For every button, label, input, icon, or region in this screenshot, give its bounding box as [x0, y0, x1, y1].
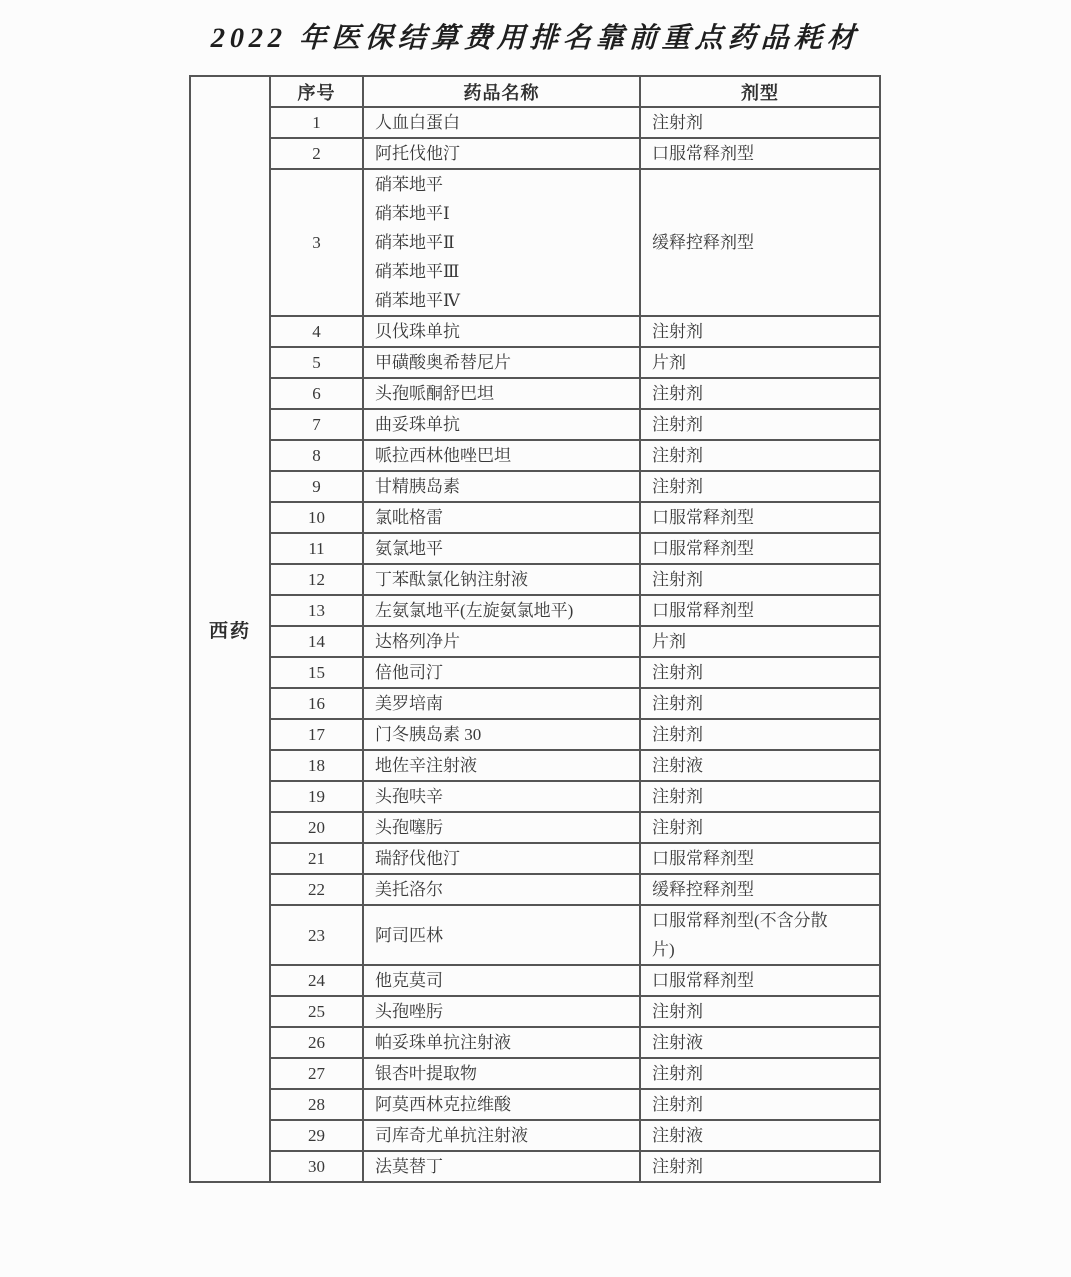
drug-name — [363, 905, 640, 965]
dosage-form-line: 注射剂 — [652, 694, 703, 713]
drug-name-line: 阿莫西林克拉维酸 — [375, 1095, 511, 1114]
drug-name — [363, 1089, 640, 1120]
row-number-line: 17 — [308, 725, 325, 744]
header-dosage-form: 剂型 — [640, 76, 880, 107]
dosage-form — [640, 812, 880, 843]
drug-name — [363, 1151, 640, 1182]
row-number-line: 22 — [308, 880, 325, 899]
drug-name-line: 头孢哌酮舒巴坦 — [375, 384, 494, 403]
row-number-line: 20 — [308, 818, 325, 837]
dosage-form-line: 注射剂 — [652, 384, 703, 403]
drug-name — [363, 626, 640, 657]
row-number — [270, 719, 363, 750]
drug-name — [363, 1058, 640, 1089]
drug-table-container — [189, 75, 881, 1183]
row-number — [270, 502, 363, 533]
drug-name-line: 司库奇尤单抗注射液 — [375, 1126, 528, 1145]
row-number — [270, 1151, 363, 1182]
dosage-form-line: 注射剂 — [652, 570, 703, 589]
row-number — [270, 440, 363, 471]
drug-name — [363, 688, 640, 719]
drug-name — [363, 347, 640, 378]
row-number — [270, 688, 363, 719]
category-label: 西药 — [208, 620, 251, 642]
dosage-form-line: 片剂 — [652, 353, 686, 372]
drug-name-line: 头孢呋辛 — [375, 787, 443, 806]
dosage-form — [640, 781, 880, 812]
table-row — [190, 843, 880, 874]
row-number-line: 19 — [308, 787, 325, 806]
row-number — [270, 1058, 363, 1089]
drug-name — [363, 657, 640, 688]
dosage-form — [640, 1027, 880, 1058]
dosage-form-line: 注射剂 — [652, 477, 703, 496]
row-number-line: 30 — [308, 1157, 325, 1176]
row-number-line: 6 — [312, 384, 321, 403]
drug-name — [363, 138, 640, 169]
header-serial: 序号 — [270, 76, 363, 107]
row-number — [270, 1120, 363, 1151]
row-number — [270, 626, 363, 657]
dosage-form — [640, 595, 880, 626]
page-title: 2022 年医保结算费用排名靠前重点药品耗材 — [210, 23, 861, 54]
dosage-form — [640, 750, 880, 781]
table-row — [190, 996, 880, 1027]
row-number-line: 15 — [308, 663, 325, 682]
drug-name-line: 门冬胰岛素 30 — [375, 725, 482, 744]
dosage-form — [640, 169, 880, 316]
row-number-line: 16 — [308, 694, 325, 713]
dosage-form — [640, 378, 880, 409]
dosage-form — [640, 471, 880, 502]
table-row — [190, 688, 880, 719]
dosage-form-line: 口服常释剂型 — [652, 508, 754, 527]
drug-name-line: 硝苯地平Ⅳ — [375, 291, 460, 310]
dosage-form — [640, 533, 880, 564]
table-row — [190, 347, 880, 378]
row-number — [270, 564, 363, 595]
drug-name-line: 人血白蛋白 — [375, 113, 460, 132]
row-number-line: 11 — [308, 539, 325, 558]
dosage-form — [640, 657, 880, 688]
row-number — [270, 347, 363, 378]
row-number-line: 1 — [312, 113, 321, 132]
drug-name — [363, 595, 640, 626]
drug-name-line: 阿托伐他汀 — [375, 144, 460, 163]
dosage-form-line: 注射剂 — [652, 1064, 703, 1083]
drug-name-line: 美罗培南 — [375, 694, 443, 713]
row-number-line: 14 — [308, 632, 325, 651]
dosage-form-line: 注射剂 — [652, 1095, 703, 1114]
row-number-line: 9 — [312, 477, 321, 496]
dosage-form — [640, 965, 880, 996]
row-number — [270, 750, 363, 781]
row-number — [270, 905, 363, 965]
row-number-line: 27 — [308, 1064, 325, 1083]
dosage-form — [640, 564, 880, 595]
table-row — [190, 657, 880, 688]
drug-name — [363, 440, 640, 471]
row-number-line: 25 — [308, 1002, 325, 1021]
dosage-form — [640, 347, 880, 378]
dosage-form — [640, 440, 880, 471]
drug-name — [363, 378, 640, 409]
dosage-form — [640, 107, 880, 138]
dosage-form-line: 注射剂 — [652, 1157, 703, 1176]
header-drug-name: 药品名称 — [363, 76, 640, 107]
dosage-form-line: 口服常释剂型 — [652, 539, 754, 558]
row-number-line: 13 — [308, 601, 325, 620]
row-number-line: 18 — [308, 756, 325, 775]
row-number — [270, 996, 363, 1027]
dosage-form-line: 缓释控释剂型 — [652, 233, 754, 252]
row-number-line: 29 — [308, 1126, 325, 1145]
drug-name-line: 他克莫司 — [375, 971, 443, 990]
dosage-form-line: 注射剂 — [652, 113, 703, 132]
dosage-form-line: 口服常释剂型 — [652, 144, 754, 163]
row-number — [270, 657, 363, 688]
row-number — [270, 874, 363, 905]
dosage-form — [640, 843, 880, 874]
drug-name-line: 哌拉西林他唑巴坦 — [375, 446, 511, 465]
drug-name — [363, 965, 640, 996]
drug-name — [363, 107, 640, 138]
drug-name — [363, 471, 640, 502]
table-row — [190, 965, 880, 996]
dosage-form — [640, 626, 880, 657]
row-number-line: 4 — [312, 322, 321, 341]
row-number-line: 28 — [308, 1095, 325, 1114]
row-number-line: 7 — [312, 415, 321, 434]
drug-name — [363, 750, 640, 781]
row-number — [270, 1089, 363, 1120]
drug-name-line: 银杏叶提取物 — [375, 1064, 477, 1083]
dosage-form — [640, 502, 880, 533]
row-number — [270, 595, 363, 626]
drug-name-line: 硝苯地平 — [375, 175, 443, 194]
table-row — [190, 502, 880, 533]
drug-name — [363, 564, 640, 595]
drug-table-body — [190, 76, 880, 1182]
table-row — [190, 719, 880, 750]
row-number — [270, 409, 363, 440]
drug-name-line: 头孢唑肟 — [375, 1002, 443, 1021]
table-row — [190, 533, 880, 564]
dosage-form-line: 片剂 — [652, 632, 686, 651]
row-number-line: 12 — [308, 570, 325, 589]
table-row — [190, 378, 880, 409]
drug-name-line: 阿司匹林 — [375, 925, 443, 945]
table-row — [190, 471, 880, 502]
dosage-form — [640, 1120, 880, 1151]
row-number — [270, 965, 363, 996]
drug-name-line: 倍他司汀 — [375, 663, 443, 682]
table-row — [190, 1058, 880, 1089]
drug-name-line: 甲磺酸奥希替尼片 — [375, 353, 511, 372]
drug-name — [363, 1120, 640, 1151]
drug-name-line: 地佐辛注射液 — [375, 756, 477, 775]
dosage-form — [640, 874, 880, 905]
table-row — [190, 781, 880, 812]
dosage-form-line: 注射液 — [652, 1033, 703, 1052]
table-row — [190, 750, 880, 781]
drug-name-line: 头孢噻肟 — [375, 818, 443, 837]
row-number — [270, 169, 363, 316]
row-number — [270, 533, 363, 564]
dosage-form-line: 注射剂 — [652, 725, 703, 744]
drug-name-line: 硝苯地平Ⅱ — [375, 233, 455, 252]
row-number — [270, 316, 363, 347]
row-number — [270, 107, 363, 138]
drug-name-line: 法莫替丁 — [375, 1157, 443, 1176]
dosage-form-line: 注射剂 — [652, 446, 703, 465]
drug-name-line: 帕妥珠单抗注射液 — [375, 1033, 511, 1052]
drug-name — [363, 874, 640, 905]
drug-name-line: 达格列净片 — [375, 632, 460, 651]
drug-name-line: 氯吡格雷 — [375, 508, 443, 527]
dosage-form — [640, 1151, 880, 1182]
dosage-form — [640, 905, 880, 965]
drug-name — [363, 409, 640, 440]
table-row — [190, 874, 880, 905]
dosage-form — [640, 1089, 880, 1120]
table-row — [190, 905, 880, 965]
table-row — [190, 409, 880, 440]
row-number — [270, 138, 363, 169]
drug-name-line: 氨氯地平 — [375, 539, 443, 558]
table-row — [190, 440, 880, 471]
table-row — [190, 1089, 880, 1120]
dosage-form — [640, 409, 880, 440]
row-number-line: 3 — [312, 233, 321, 252]
table-row — [190, 1120, 880, 1151]
header-row — [190, 76, 880, 107]
row-number — [270, 781, 363, 812]
dosage-form-line: 口服常释剂型 — [652, 849, 754, 868]
table-row — [190, 169, 880, 316]
table-row — [190, 595, 880, 626]
drug-name-line: 贝伐珠单抗 — [375, 322, 460, 341]
drug-name — [363, 316, 640, 347]
drug-name-line: 曲妥珠单抗 — [375, 415, 460, 434]
table-row — [190, 316, 880, 347]
table-row — [190, 626, 880, 657]
dosage-form-line: 注射剂 — [652, 663, 703, 682]
dosage-form-line: 注射剂 — [652, 1002, 703, 1021]
dosage-form-line: 片) — [652, 940, 675, 959]
drug-name — [363, 812, 640, 843]
drug-name-line: 瑞舒伐他汀 — [375, 849, 460, 868]
drug-name-line: 美托洛尔 — [375, 880, 443, 899]
dosage-form — [640, 138, 880, 169]
drug-name — [363, 1027, 640, 1058]
table-row — [190, 138, 880, 169]
dosage-form-line: 口服常释剂型 — [652, 971, 754, 990]
drug-name — [363, 719, 640, 750]
row-number-line: 2 — [312, 144, 321, 163]
dosage-form-line: 注射液 — [652, 756, 703, 775]
drug-name-line: 硝苯地平Ⅰ — [375, 204, 450, 223]
drug-name-line: 丁苯酞氯化钠注射液 — [375, 570, 528, 589]
row-number — [270, 812, 363, 843]
row-number-line: 5 — [312, 353, 321, 372]
drug-table — [189, 75, 881, 1183]
dosage-form-line: 注射剂 — [652, 415, 703, 434]
dosage-form-line: 注射液 — [652, 1126, 703, 1145]
dosage-form — [640, 1058, 880, 1089]
dosage-form-line: 缓释控释剂型 — [652, 880, 754, 899]
dosage-form — [640, 316, 880, 347]
drug-name — [363, 843, 640, 874]
dosage-form — [640, 688, 880, 719]
drug-name-line: 甘精胰岛素 — [375, 477, 460, 496]
drug-name — [363, 502, 640, 533]
dosage-form-line: 注射剂 — [652, 322, 703, 341]
row-number-line: 26 — [308, 1033, 325, 1052]
dosage-form — [640, 719, 880, 750]
drug-name — [363, 781, 640, 812]
row-number-line: 21 — [308, 849, 325, 868]
table-row — [190, 1151, 880, 1182]
drug-name — [363, 169, 640, 316]
category-cell — [190, 76, 270, 1182]
table-row — [190, 1027, 880, 1058]
row-number — [270, 843, 363, 874]
row-number — [270, 471, 363, 502]
row-number — [270, 378, 363, 409]
row-number-line: 23 — [308, 925, 325, 945]
row-number-line: 10 — [308, 508, 325, 527]
table-row — [190, 812, 880, 843]
table-row — [190, 564, 880, 595]
dosage-form-line: 口服常释剂型(不含分散 — [652, 911, 828, 930]
dosage-form-line: 注射剂 — [652, 818, 703, 837]
row-number-line: 24 — [308, 971, 325, 990]
drug-name-line: 硝苯地平Ⅲ — [375, 262, 460, 281]
row-number-line: 8 — [312, 446, 321, 465]
dosage-form — [640, 996, 880, 1027]
dosage-form-line: 注射剂 — [652, 787, 703, 806]
drug-name — [363, 996, 640, 1027]
table-row — [190, 107, 880, 138]
row-number — [270, 1027, 363, 1058]
drug-name-line: 左氨氯地平(左旋氨氯地平) — [375, 601, 574, 620]
dosage-form-line: 口服常释剂型 — [652, 601, 754, 620]
drug-name — [363, 533, 640, 564]
